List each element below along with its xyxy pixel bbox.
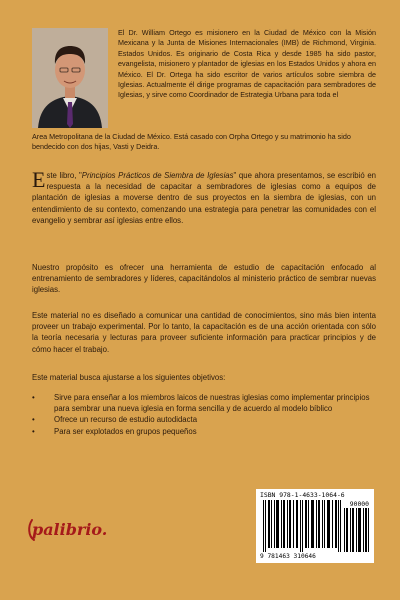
barcode [256, 489, 374, 563]
isbn-text: ISBN 978-1-4633-1064-6 [260, 491, 345, 499]
book-introduction [32, 167, 376, 226]
publisher-logo [26, 514, 116, 544]
author-bio: El Dr. William Ortego es misionero en la Ciudad de México con la Misión Mexicana y la Junta de Misiones Internacionales (IMB) de Richmond, Virginia. Estados Unidos. Es originario de Costa Rica y desde 1985 ha sido pastor, evangelista, misionero y plantador de iglesias en los Estados Unidos y ahora en México. El Dr. Ortega ha sido escritor de varios artículos sobre siembra de Iglesias. Actualmente él dirige programas de capacitación para sembradores de Iglesias, y sirve como Coordinador de Estrategia Urbana para toda el [118, 28, 376, 100]
author-portrait-image [32, 28, 108, 128]
author-photo [32, 28, 108, 128]
objective-item: • Sirve para enseñar a los miembros laicos de nuestras iglesias como implementar principios para sembrar una nueva iglesia en forma sencilla y de acuerdo al modelo bíblico [32, 392, 376, 414]
objectives-intro: Este material busca ajustarse a los siguientes objetivos: [32, 373, 226, 382]
barcode-addon-bars [344, 508, 370, 552]
objective-item: • Ofrece un recurso de estudio autodidacta [32, 414, 376, 425]
drop-cap: E [32, 167, 46, 192]
book-title-inline: Principios Prácticos de Siembra de Iglesias [81, 171, 234, 180]
publisher-logo-text: palibrio. [32, 520, 108, 539]
intro-rest: " que ahora presentamos, se escribió en respuesta a la necesidad de capacitar a sembradores de iglesias como a equipos de plantación de iglesias a moverse dentro de sus proyectos en la siembra de iglesias, con un entendimiento de su contexto, comenzando una estrategia para penetrar las comunidades con el evangelio y sembrar así iglesias entre ellos. [32, 171, 376, 225]
barcode-digits: 9 781463 310646 [260, 553, 316, 560]
barcode-bars [262, 500, 342, 552]
objectives-list [32, 392, 376, 437]
author-bio-continued: Area Metropolitana de la Ciudad de México. Está casado con Orpha Ortego y su matrimonio ha sido bendecido con dos hijas, Vasti y Deidra. [32, 132, 351, 152]
material-paragraph: Este material no es diseñado a comunicar una cantidad de conocimientos, sino más bien intenta proveer un trabajo experimental. Por lo tanto, la capacitación es de una acción orientada con sólo la teoría necesaria y lecturas para proveer suficiente información para practicar principios y de cómo hacer el trabajo. [32, 311, 376, 354]
intro-lead: ste libro, " [46, 171, 82, 180]
purpose-paragraph: Nuestro propósito es ofrecer una herramienta de estudio de capacitación enfocado al entrenamiento de sembradores y líderes, capacitándolos al ministerio práctico de sembrar nuevas iglesias. [32, 263, 376, 295]
price-code: 90000 [349, 500, 369, 508]
objective-item: • Para ser explotados en grupos pequeños [32, 426, 376, 437]
